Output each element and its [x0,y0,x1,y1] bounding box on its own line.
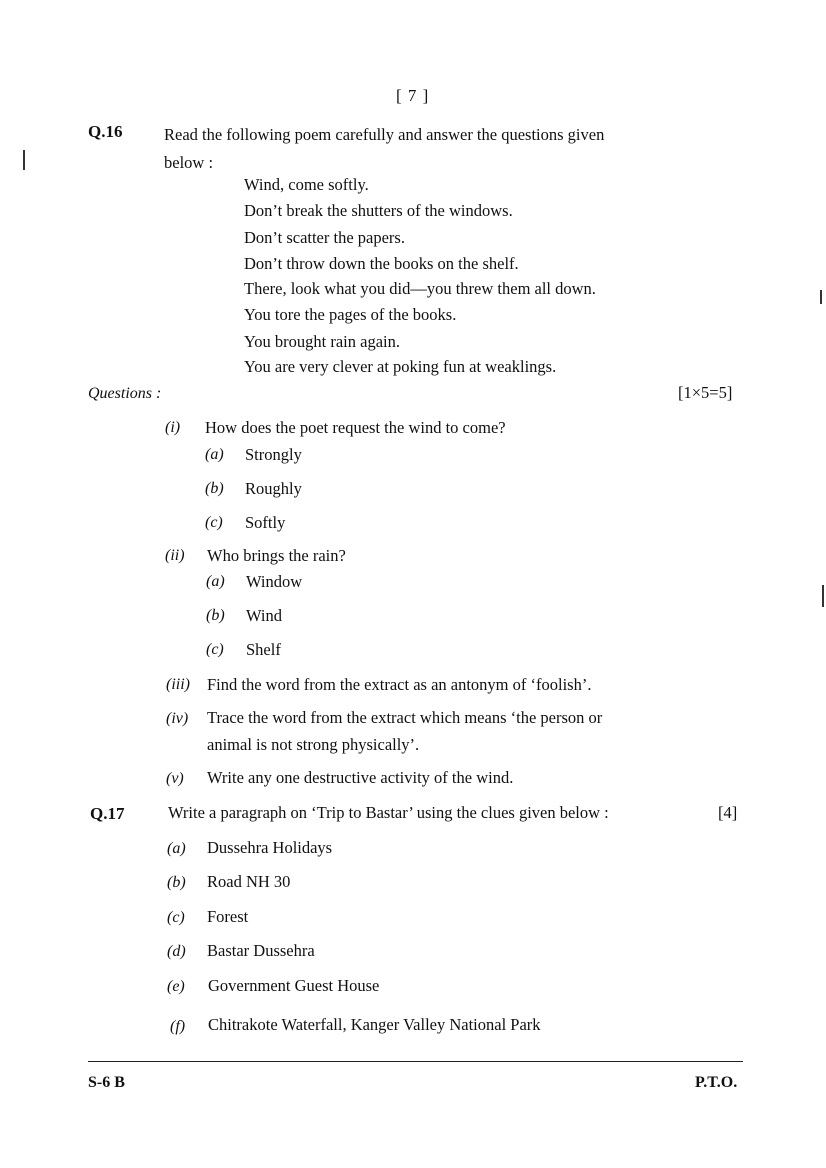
subquestion-text: How does the poet request the wind to come? [205,418,506,437]
subquestion-text: Write any one destructive activity of the wind. [207,768,514,787]
option-letter: (c) [205,514,223,531]
subquestion-text: Trace the word from the extract which means ‘the person or [207,708,603,727]
marks-q16: [1×5=5] [678,383,733,402]
option-letter: (b) [206,607,225,624]
question-number-17: Q.17 [90,804,125,823]
poem-line: You brought rain again. [244,332,400,351]
clue-letter: (a) [167,840,186,857]
clue-text: Road NH 30 [207,872,291,891]
poem-line: You are very clever at poking fun at weaklings. [244,357,557,376]
clue-text: Chitrakote Waterfall, Kanger Valley National Park [208,1015,541,1034]
question-17-text: Write a paragraph on ‘Trip to Bastar’ using the clues given below : [168,803,609,822]
subquestion-text: Who brings the rain? [207,546,346,565]
clue-letter: (b) [167,874,186,891]
option-text: Shelf [246,640,281,659]
option-text: Roughly [245,479,302,498]
instruction-line: below : [164,153,214,172]
clue-letter: (e) [167,978,185,995]
subquestion-text-continued: animal is not strong physically’. [207,735,420,754]
marks-q17: [4] [718,803,738,822]
poem-line: Don’t throw down the books on the shelf. [244,254,519,273]
option-letter: (c) [206,641,224,658]
paper-code: S-6 B [88,1074,125,1091]
questions-label: Questions : [88,385,162,402]
question-16-instruction [164,121,664,177]
poem-line: Don’t break the shutters of the windows. [244,201,513,220]
clue-letter: (f) [170,1018,186,1035]
option-text: Softly [245,513,286,532]
option-text: Wind [246,606,282,625]
scan-margin-mark [822,585,824,607]
subquestion-number: (ii) [165,547,185,564]
subquestion-number: (i) [165,419,181,436]
clue-letter: (d) [167,943,186,960]
scan-margin-mark [820,290,822,304]
instruction-line: Read the following poem carefully and answer the questions given [164,125,605,144]
footer-divider [88,1061,743,1062]
question-number-16: Q.16 [88,122,123,141]
poem-line: Wind, come softly. [244,175,369,194]
subquestion-number: (iv) [166,710,189,727]
option-text: Window [246,572,303,591]
clue-text: Bastar Dussehra [207,941,315,960]
clue-letter: (c) [167,909,185,926]
option-letter: (a) [206,573,225,590]
subquestion-number: (iii) [166,676,190,693]
subquestion-text: Find the word from the extract as an antonym of ‘foolish’. [207,675,592,694]
clue-text: Forest [207,907,249,926]
option-letter: (a) [205,446,224,463]
clue-text: Dussehra Holidays [207,838,333,857]
scan-margin-mark [23,150,25,170]
poem-line: You tore the pages of the books. [244,305,457,324]
please-turn-over: P.T.O. [695,1074,738,1091]
subquestion-number: (v) [166,770,184,787]
poem-line: Don’t scatter the papers. [244,228,405,247]
page-number: [ 7 ] [396,86,430,105]
poem-line: There, look what you did—you threw them all down. [244,279,596,298]
clue-text: Government Guest House [208,976,380,995]
option-letter: (b) [205,480,224,497]
option-text: Strongly [245,445,302,464]
